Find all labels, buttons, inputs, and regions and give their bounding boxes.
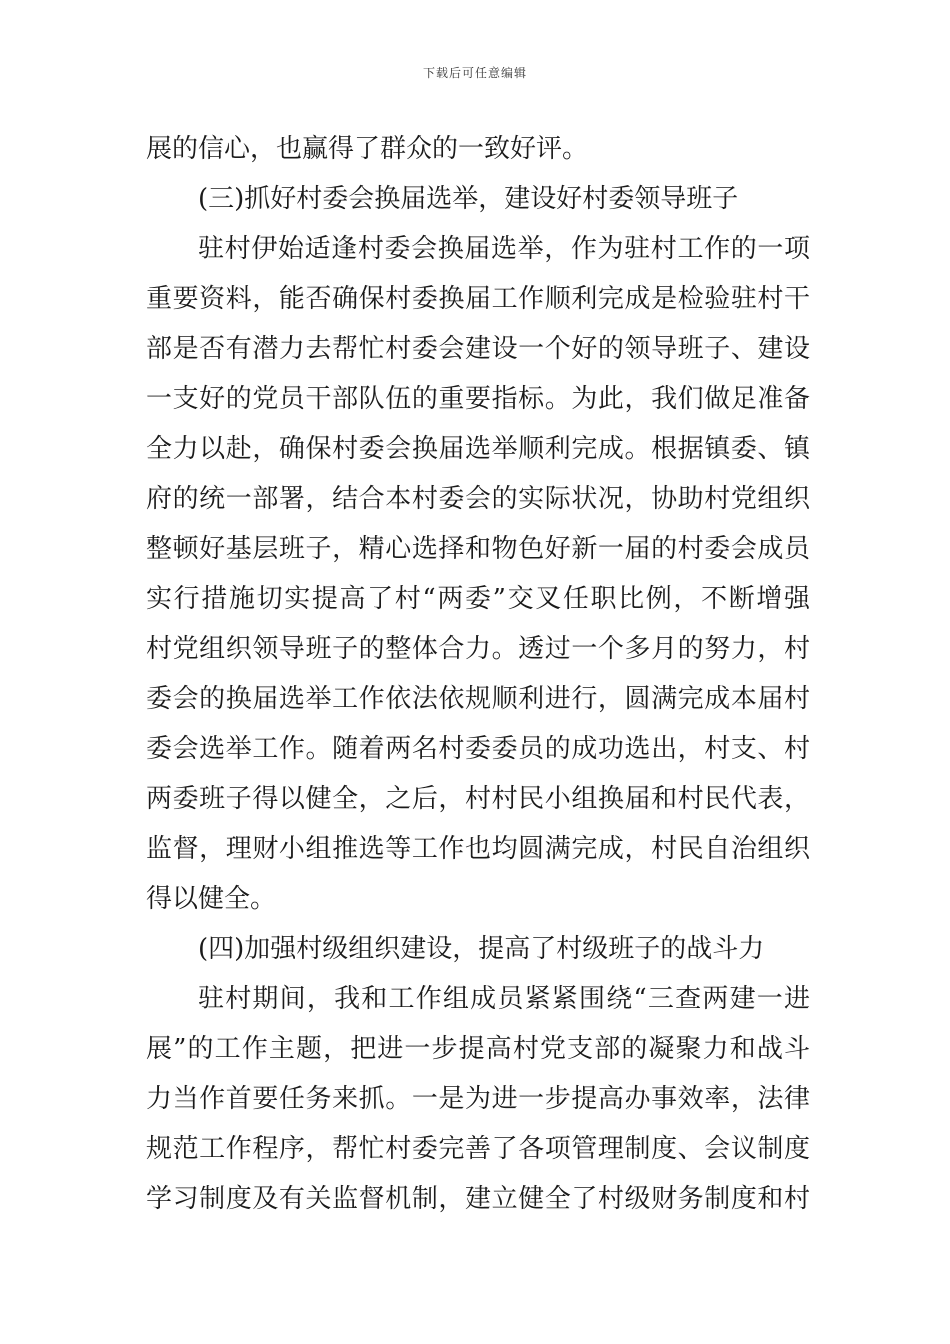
text-line: 驻村伊始适逢村委会换届选举，作为驻村工作的一项 <box>198 234 810 264</box>
text-line: 展的信心，也赢得了群众的一致好评。 <box>146 134 589 164</box>
text-line: 整顿好基层班子，精心选择和物色好新一届的村委会成员 <box>146 534 810 564</box>
text-line: 规范工作程序，帮忙村委完善了各项管理制度、会议制度 <box>146 1134 810 1164</box>
section-heading-4: (四)加强村级组织建设，提高了村级班子的战斗力 <box>198 934 765 964</box>
text-line: 得以健全。 <box>146 884 277 914</box>
text-line: 力当作首要任务来抓。一是为进一步提高办事效率，法律 <box>146 1084 810 1114</box>
text-line: 委会的换届选举工作依法依规顺利进行，圆满完成本届村 <box>146 684 810 714</box>
text-line: 府的统一部署，结合本村委会的实际状况，协助村党组织 <box>146 484 810 514</box>
section-heading-3: (三)抓好村委会换届选举，建设好村委领导班子 <box>198 184 739 214</box>
text-line: 展”的工作主题，把进一步提高村党支部的凝聚力和战斗 <box>146 1034 810 1064</box>
text-line: 监督，理财小组推选等工作也均圆满完成，村民自治组织 <box>146 834 810 864</box>
text-line: 村党组织领导班子的整体合力。透过一个多月的努力，村 <box>146 634 810 664</box>
text-line: 学习制度及有关监督机制，建立健全了村级财务制度和村 <box>146 1184 810 1214</box>
text-line: 全力以赴，确保村委会换届选举顺利完成。根据镇委、镇 <box>146 434 810 464</box>
text-line: 部是否有潜力去帮忙村委会建设一个好的领导班子、建设 <box>146 334 810 364</box>
text-line: 一支好的党员干部队伍的重要指标。为此，我们做足准备 <box>146 384 810 414</box>
text-line: 两委班子得以健全，之后，村村民小组换届和村民代表， <box>146 784 810 814</box>
text-line: 委会选举工作。随着两名村委委员的成功选出，村支、村 <box>146 734 810 764</box>
page-header-note: 下载后可任意编辑 <box>422 66 527 80</box>
text-line: 驻村期间，我和工作组成员紧紧围绕“三查两建一进 <box>198 984 810 1014</box>
text-line: 重要资料，能否确保村委换届工作顺利完成是检验驻村干 <box>146 284 810 314</box>
text-line: 实行措施切实提高了村“两委”交叉任职比例，不断增强 <box>146 584 810 614</box>
